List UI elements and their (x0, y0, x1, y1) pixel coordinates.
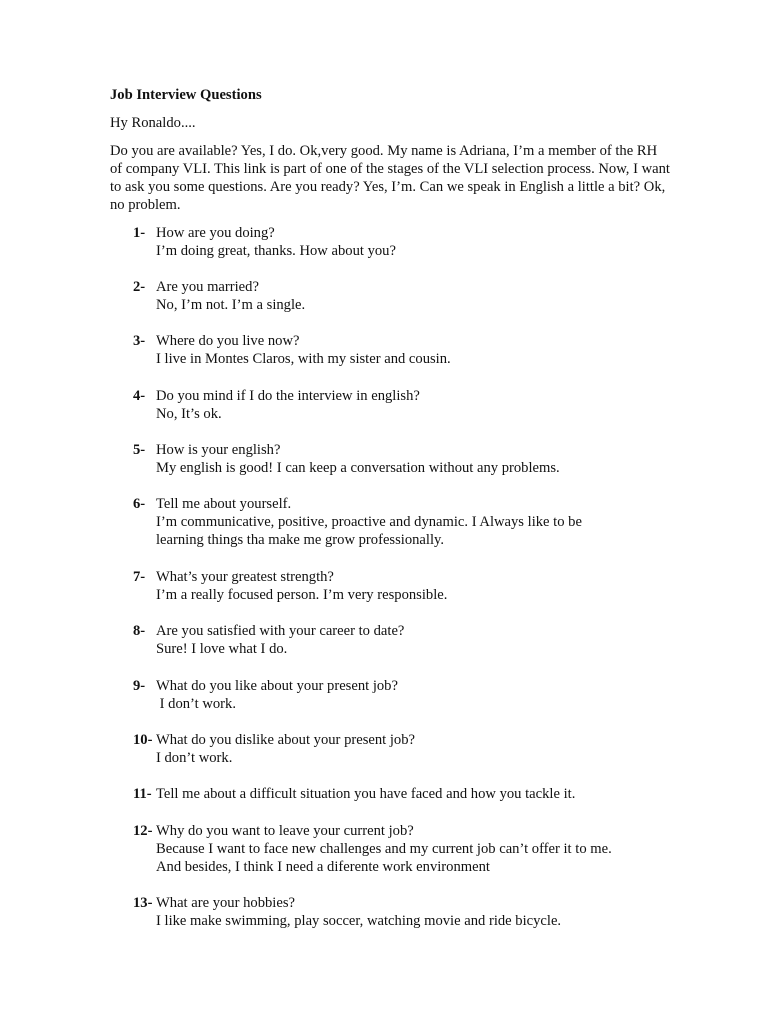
question-number: 1- (133, 225, 146, 241)
answer-line: My english is good! I can keep a conversation without any problems. (156, 460, 560, 476)
answer-block (156, 513, 656, 549)
answer-line: Because I want to face new challenges and my current job can’t offer it to me. (156, 841, 612, 857)
intro-paragraph: Do you are available? Yes, I do. Ok,very good. My name is Adriana, I’m a member of the RH of company VLI. This link is part of one of the stages of the VLI selection process. Now, I want to ask you some questions. Are you ready? Yes, I’m. Can we speak in English a little a bit? Ok, no problem. (110, 143, 670, 213)
question-text: What do you like about your present job? (156, 678, 398, 694)
answer-line: Sure! I love what I do. (156, 641, 288, 657)
answer-line: I live in Montes Claros, with my sister and cousin. (156, 351, 451, 367)
answer-block (156, 242, 656, 260)
answer-block (156, 586, 656, 604)
answer-line: I’m communicative, positive, proactive and dynamic. I Always like to be (156, 514, 582, 530)
question-text: Why do you want to leave your current job? (156, 823, 414, 839)
question-number: 5- (133, 442, 146, 458)
answer-block (156, 912, 656, 930)
question-number: 4- (133, 388, 146, 404)
question-text: Do you mind if I do the interview in english? (156, 388, 420, 404)
answer-block (156, 640, 656, 658)
answer-block (156, 749, 656, 767)
question-text: What do you dislike about your present job? (156, 732, 415, 748)
question-number: 10- (133, 732, 153, 748)
answer-line: I like make swimming, play soccer, watching movie and ride bicycle. (156, 913, 562, 929)
answer-line: I don’t work. (156, 696, 236, 712)
question-text: Tell me about yourself. (156, 496, 292, 512)
question-number: 2- (133, 279, 146, 295)
answer-line: No, I’m not. I’m a single. (156, 297, 306, 313)
question-text: How is your english? (156, 442, 281, 458)
answer-line: learning things tha make me grow professionally. (156, 532, 445, 548)
question-number: 6- (133, 496, 146, 512)
answer-block (156, 350, 656, 368)
question-text: What’s your greatest strength? (156, 569, 334, 585)
greeting-line: Hy Ronaldo.... (110, 115, 196, 131)
question-text: Are you married? (156, 279, 259, 295)
answer-line: I don’t work. (156, 750, 233, 766)
question-number: 11- (133, 786, 152, 802)
answer-line: I’m a really focused person. I’m very responsible. (156, 587, 448, 603)
question-text: Where do you live now? (156, 333, 300, 349)
answer-line: And besides, I think I need a diferente work environment (156, 859, 490, 875)
answer-block (156, 296, 656, 314)
answer-line: I’m doing great, thanks. How about you? (156, 243, 396, 259)
answer-block (156, 459, 656, 477)
question-number: 7- (133, 569, 146, 585)
question-text: How are you doing? (156, 225, 275, 241)
question-number: 8- (133, 623, 146, 639)
question-text: Tell me about a difficult situation you have faced and how you tackle it. (156, 786, 576, 802)
question-number: 12- (133, 823, 153, 839)
answer-line: No, It’s ok. (156, 406, 222, 422)
question-number: 13- (133, 895, 153, 911)
question-text: What are your hobbies? (156, 895, 295, 911)
answer-block (156, 695, 656, 713)
document-title: Job Interview Questions (110, 87, 262, 103)
question-number: 3- (133, 333, 146, 349)
question-text: Are you satisfied with your career to date? (156, 623, 405, 639)
answer-block (156, 405, 656, 423)
answer-block (156, 840, 656, 876)
question-number: 9- (133, 678, 146, 694)
